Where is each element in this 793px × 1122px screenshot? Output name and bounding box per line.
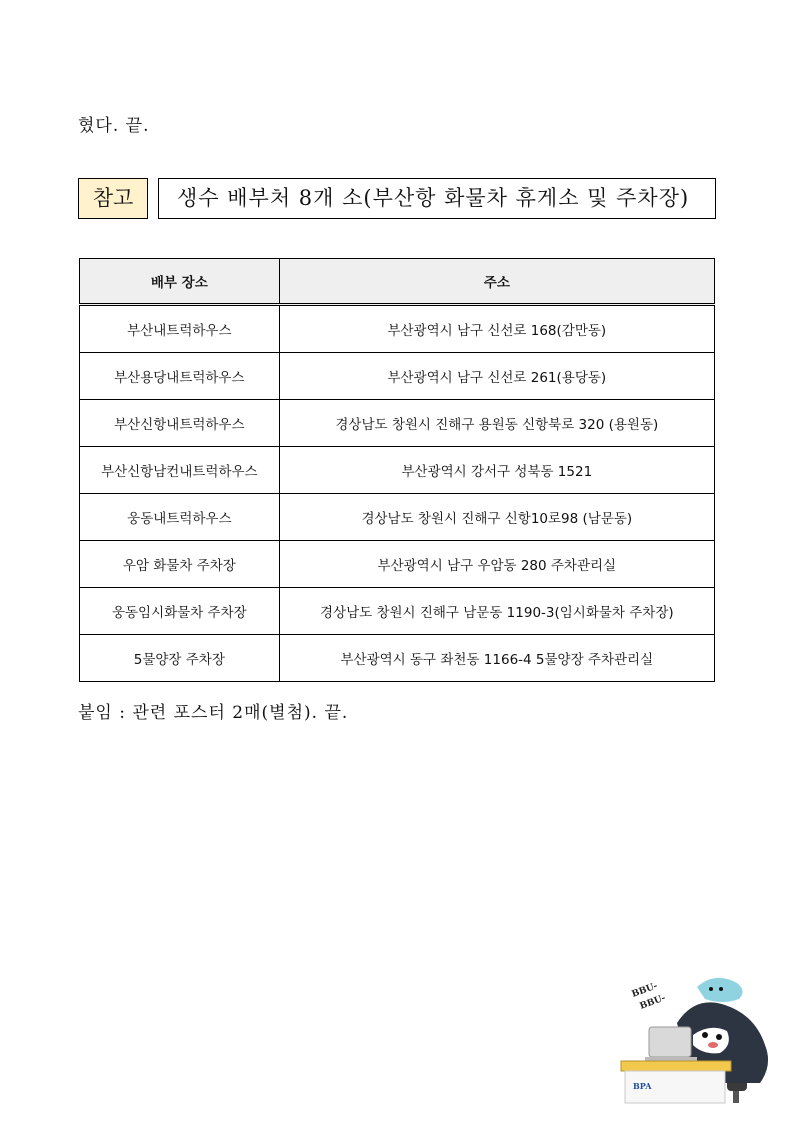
place-cell: 웅동내트럭하우스 bbox=[80, 494, 280, 541]
table-row bbox=[80, 305, 715, 353]
sound-text: BBU- bbox=[630, 981, 660, 1000]
place-cell: 부산용당내트럭하우스 bbox=[80, 353, 280, 400]
header-place: 배부 장소 bbox=[80, 259, 280, 305]
address-cell: 부산광역시 강서구 성북동 1521 bbox=[279, 447, 714, 494]
address-cell: 부산광역시 남구 우암동 280 주차관리실 bbox=[279, 541, 714, 588]
reference-label: 참고 bbox=[78, 178, 148, 219]
table-row bbox=[80, 353, 715, 400]
attachment-note: 붙임 : 관련 포스터 2매(별첨). 끝. bbox=[78, 703, 349, 723]
dolphin-eye bbox=[709, 987, 713, 991]
place-cell: 부산신항내트럭하우스 bbox=[80, 400, 280, 447]
dolphin-eye bbox=[719, 987, 723, 991]
reference-title: 생수 배부처 8개 소(부산항 화물차 휴게소 및 주차장) bbox=[158, 178, 716, 219]
table-row bbox=[80, 447, 715, 494]
address-cell: 부산광역시 남구 신선로 261(용당동) bbox=[279, 353, 714, 400]
place-cell: 웅동임시화물차 주차장 bbox=[80, 588, 280, 635]
address-cell: 경상남도 창원시 진해구 남문동 1190-3(임시화물차 주차장) bbox=[279, 588, 714, 635]
table-row bbox=[80, 588, 715, 635]
place-cell: 5물양장 주차장 bbox=[80, 635, 280, 682]
address-cell: 경상남도 창원시 진해구 용원동 신항북로 320 (용원동) bbox=[279, 400, 714, 447]
desk-logo: BPA bbox=[633, 1081, 652, 1091]
table-row bbox=[80, 541, 715, 588]
whale-eye bbox=[702, 1032, 708, 1038]
mascot-illustration bbox=[615, 965, 775, 1110]
header-address: 주소 bbox=[279, 259, 714, 305]
chair-leg bbox=[733, 1091, 739, 1103]
whale-eye bbox=[716, 1034, 722, 1040]
table-row bbox=[80, 400, 715, 447]
address-cell: 부산광역시 동구 좌천동 1166-4 5물양장 주차관리실 bbox=[279, 635, 714, 682]
distribution-table bbox=[79, 258, 715, 682]
place-cell: 부산내트럭하우스 bbox=[80, 305, 280, 353]
place-cell: 부산신항남컨내트럭하우스 bbox=[80, 447, 280, 494]
table-header-row bbox=[80, 259, 715, 305]
intro-text: 혔다. 끝. bbox=[78, 116, 150, 136]
desk-top bbox=[621, 1061, 731, 1071]
table-row bbox=[80, 494, 715, 541]
laptop-screen bbox=[649, 1027, 691, 1057]
whale-mouth bbox=[708, 1042, 718, 1048]
address-cell: 부산광역시 남구 신선로 168(감만동) bbox=[279, 305, 714, 353]
sound-text: BBU- bbox=[638, 993, 668, 1012]
address-cell: 경상남도 창원시 진해구 신항10로98 (남문동) bbox=[279, 494, 714, 541]
place-cell: 우암 화물차 주차장 bbox=[80, 541, 280, 588]
table-row bbox=[80, 635, 715, 682]
laptop-base bbox=[645, 1057, 697, 1061]
